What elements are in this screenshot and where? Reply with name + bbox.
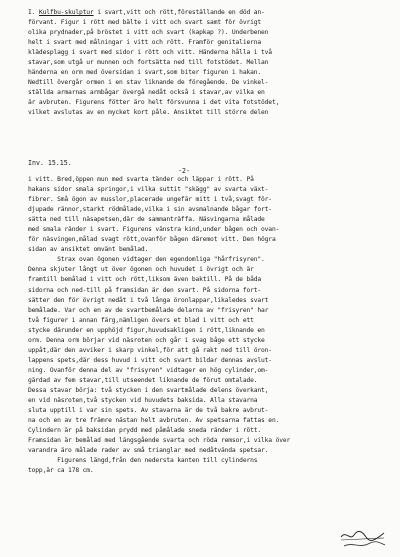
text-line: gärdad av fem stavar,till utseendet liknande de förut omtalade. [28,376,258,384]
text-line: fibrer. Små ögon av musslor,placerade ungefär mitt i två,svagt för- [28,196,272,204]
text-line: djupade rännor,starkt rödmålade,vilka i sin avsmalnande bågar fort- [28,206,272,214]
text-line: Framsidan är bemålad med längsgående svarta och röda remsor,i vilka över [28,437,291,445]
text-line: framtill bemålad i vitt och rött,liksom även baktill. På de båda [28,276,262,284]
text-line: händerna en orm med översidan i svart,som biter figuren i hakan. [28,69,262,77]
text-line: sätta ned till näsapetsen,där de sammanträffa. Näsvingarna målade [28,216,265,224]
page-number: -2- [178,167,190,175]
title-underlined: Kulfbu-skulptur [38,9,94,16]
text-line: topp,är ca 178 cm. [28,467,94,475]
text-line: Nedtill övergår ormen i en stav liknande de föregående. De vinkel- [28,79,269,87]
inventory-number: Inv. 15.15. [28,159,72,167]
text-line: en vid näsroten,två stycken vid huvudets baksida. Alla stavarna [28,397,258,405]
text-line: vilket avslutas av en mycket kort påle. Ansiktet till större delen [28,109,269,117]
text-line: bemålade. Var och en av de svartbemålade delarna av "frisyren" har [28,306,269,314]
text-line: förvant. Figur i rött med bälte i vitt och svart samt för övrigt [28,19,262,27]
text-line: hakans sidor smala springor,i vilka suttit "skägg" av svarta växt- [28,186,269,194]
text-line: Figurens längd,från den nedersta kanten till cylinderns [28,457,258,465]
text-line: ning. Ovanför denna del av "frisyren" vidtager en hög cylinder,om- [28,366,269,374]
text-line: klädesplagg i svart med sidor i rött och vitt. Händerna hålla i två [28,49,272,57]
text-line: na och en av tre främre nästan helt avbruten. Av spetsarna fattas en. [28,417,280,425]
text-line: sluta upptill i var sin spets. Av stavarna är de två bakre avbrut- [28,407,269,415]
text-line: sätter den för övrigt nedåt i två långa öronlappar,likaledes svart [28,296,269,304]
text-line: orm. Denna orm börjar vid näsroten och går i svag båge ett stycke [28,336,265,344]
text-line: sidorna och ned-till på framsidan är den svart. På sidorna fort- [28,286,262,294]
text-line: två figurer i annan färg,nämligen övers et blad i vitt och ett [28,316,254,324]
text-line: olika prydnader,på bröstet i vitt och svart (kapkap ?). Underbenen [28,29,269,37]
text-line: Denna skjuter långt ut över ögonen och huvudet i övrigt och är [28,266,254,274]
text-line: Strax ovan ögonen vidtager den egendomliga "hårfrisyren". [28,256,265,264]
text-line: sidan av ansiktet omvänt bemålad. [28,246,149,254]
text-line: med smala ränder i svart. Figurens vänstra kind,under bågen och ovan- [28,226,280,234]
section-2-text [28,175,390,476]
text-line: Dessa stavar börja: två stycken i den svartmålade delens överkant, [28,386,269,394]
section-1-text [28,8,390,119]
text-line: helt i svart med målningar i vitt och rött. Framför genitalierna [28,39,262,47]
text-line: i vitt. Bred,öppen mun med svarta tänder och läppar i rött. På [28,176,254,183]
handwritten-signature [338,527,388,551]
text-line: ställda armarnas armbågar övergå nedåt också i stavar,av vilka en [28,89,265,97]
text-line: stycke därunder en upphöjd figur,huvudsakligen i rött,liknande en [28,326,265,334]
text-line: I. Kulfbu-skulptur i svart,vitt och rött,föreställande en död an- [28,9,265,16]
text-line: är avbruten. Figurens fötter äro helt försvunna i det vita fotstödet, [28,99,280,107]
text-line: uppåt,där den avviker i skarp vinkel,för att gå rakt ned till öron- [28,346,272,354]
text-line: för näsvingen,målad svagt rött,ovanför bågen däremot vitt. Den högra [28,236,276,244]
text-line: varandra äro målade rader av små trianglar med nedåtvända spetsar. [28,447,269,455]
text-line: lappens spets,där dess huvud i vitt och svart bildar dennas avslut- [28,356,272,364]
text-line: stavar,som utgå ur munnen och fortsätta ned till fotstödet. Mellan [28,59,269,67]
text-line: Cylindern är på baksidan prydd med påmålade sneda ränder i rött. [28,427,262,435]
